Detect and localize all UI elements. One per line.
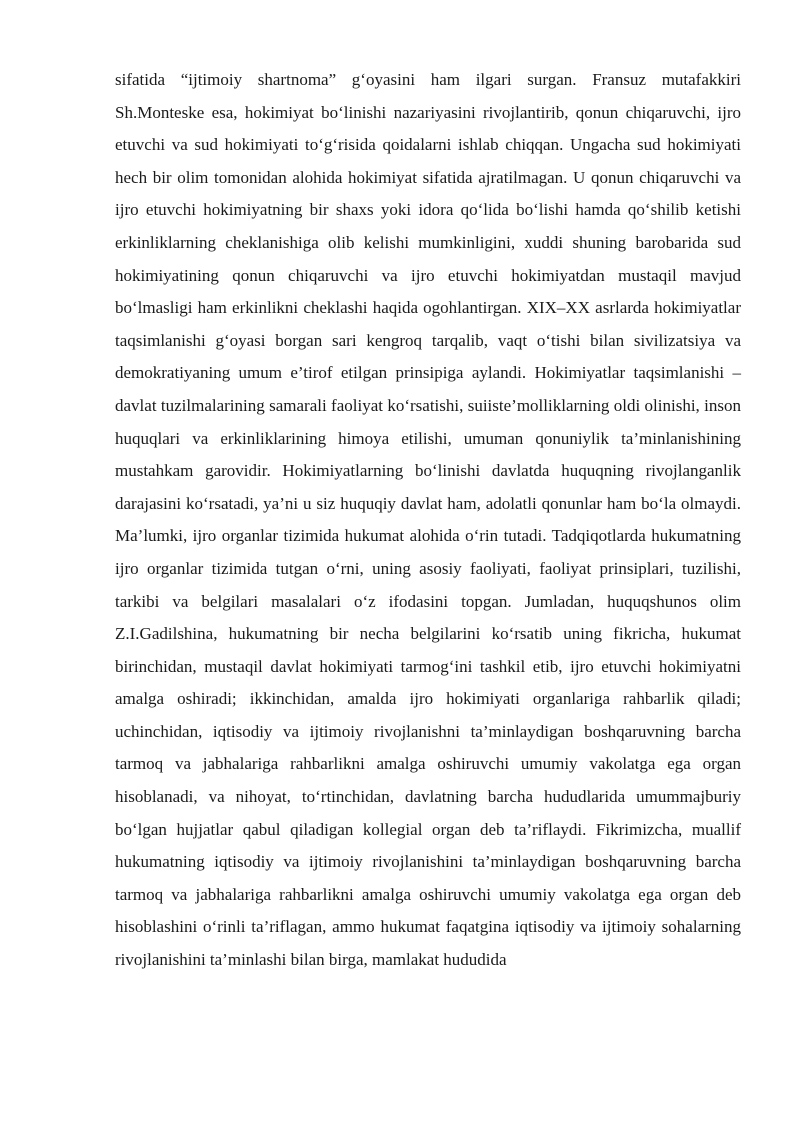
body-paragraph: sifatida “ijtimoiy shartnoma” g‘oyasini ham ilgari surgan. Fransuz mutafakkiri Sh.Monteske esa, hokimiyat bo‘linishi nazariyasini rivojlantirib, qonun chiqaruvchi, ijro etuvchi va sud hokimiyati to‘g‘risida qoidalarni ishlab chiqqan. Ungacha sud hokimiyati hech bir olim tomonidan alohida hokimiyat sifatida ajratilmagan. U qonun chiqaruvchi va ijro etuvchi hokimiyatning bir shaxs yoki idora qo‘lida bo‘lishi hamda qo‘shilib ketishi erkinliklarning cheklanishiga olib kelishi mumkinligini, xuddi shuning barobarida sud hokimiyatining qonun chiqaruvchi va ijro etuvchi hokimiyatdan mustaqil mavjud bo‘lmasligi ham erkinlikni cheklashi haqida ogohlantirgan. XIX–XX asrlarda hokimiyatlar taqsimlanishi g‘oyasi borgan sari kengroq tarqalib, vaqt o‘tishi bilan sivilizatsiya va demokratiyaning umum e’tirof etilgan prinsipiga aylandi. Hokimiyatlar taqsimlanishi – davlat tuzilmalarining samarali faoliyat ko‘rsatishi, suiiste’molliklarning oldi olinishi, inson huquqlari va erkinliklarining himoya etilishi, umuman qonuniylik ta’minlanishining mustahkam garovidir. Hokimiyatlarning bo‘linishi davlatda huquqning rivojlanganlik darajasini ko‘rsatadi, ya’ni u siz huquqiy davlat ham, adolatli qonunlar ham bo‘la olmaydi. Ma’lumki, ijro organlar tizimida hukumat alohida o‘rin tutadi. Tadqiqotlarda hukumatning ijro organlar tizimida tutgan o‘rni, uning asosiy faoliyati, faoliyat prinsiplari, tuzilishi, tarkibi va belgilari masalalari o‘z ifodasini topgan. Jumladan, huquqshunos olim Z.I.Gadilshina, hukumatning bir necha belgilarini ko‘rsatib uning fikricha, hukumat birinchidan, mustaqil davlat hokimiyati tarmog‘ini tashkil etib, ijro etuvchi hokimiyatni amalga oshiradi; ikkinchidan, amalda ijro hokimiyati organlariga rahbarlik qiladi; uchinchidan, iqtisodiy va ijtimoiy rivojlanishni ta’minlaydigan boshqaruvning barcha tarmoq va jabhalariga rahbarlikni amalga oshiruvchi umumiy vakolatga ega organ hisoblanadi, va nihoyat, to‘rtinchidan, davlatning barcha hududlarida umummajburiy bo‘lgan hujjatlar qabul qiladigan kollegial organ deb ta’riflaydi. Fikrimizcha, muallif hukumatning iqtisodiy va ijtimoiy rivojlanishini ta’minlaydigan boshqaruvning barcha tarmoq va jabhalariga rahbarlikni amalga oshiruvchi umumiy vakolatga ega organ deb hisoblashini o‘rinli ta’riflagan, ammo hukumat faqatgina iqtisodiy va ijtimoiy sohalarning rivojlanishini ta’minlashi bilan birga, mamlakat hududida <box>115 70 741 970</box>
document-page <box>115 64 741 977</box>
